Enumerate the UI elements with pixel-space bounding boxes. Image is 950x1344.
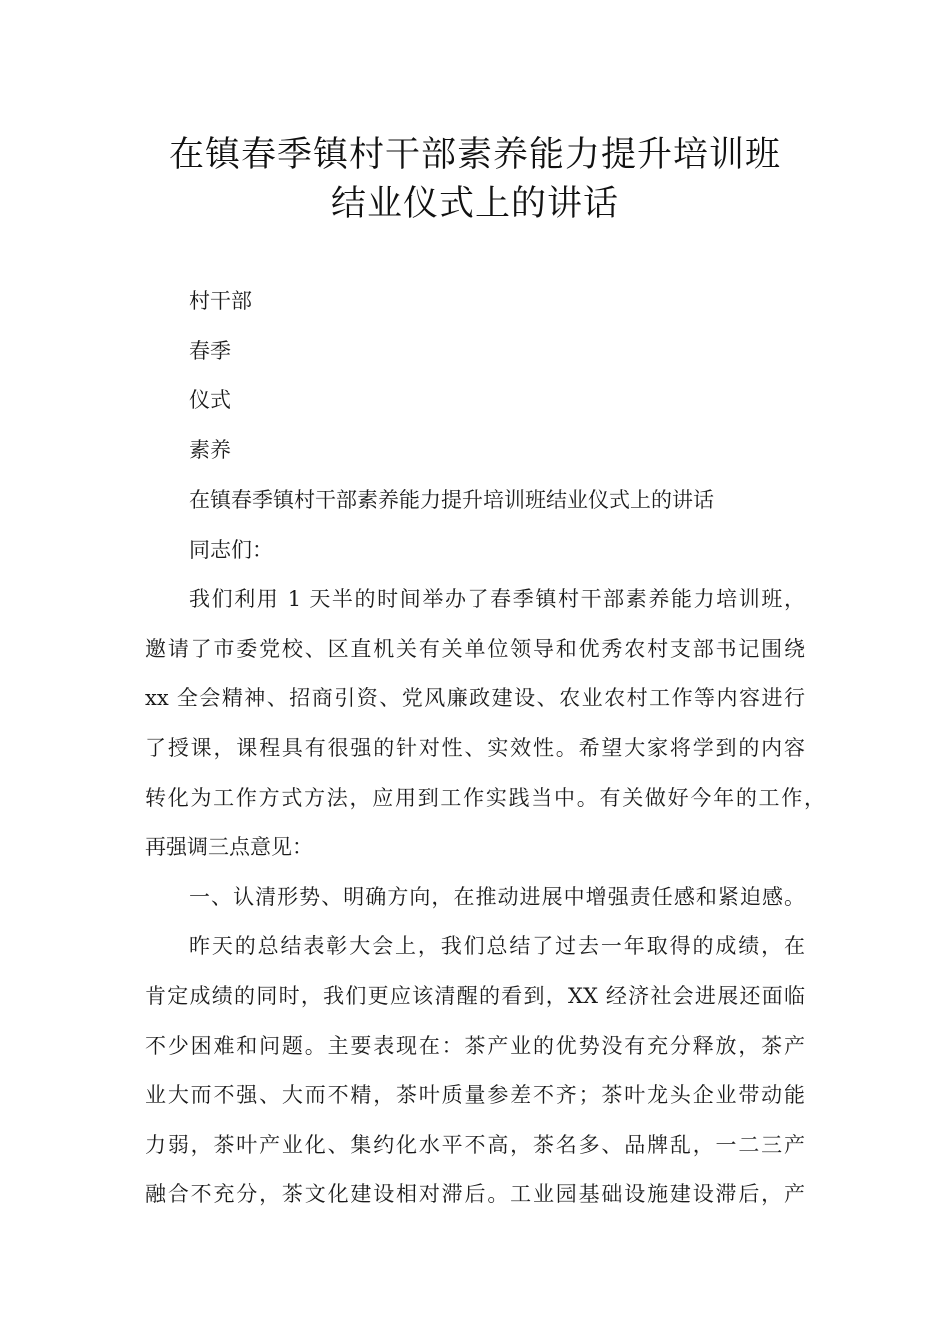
paragraph-line: xx 全会精神、招商引资、党风廉政建设、农业农村工作等内容进行 [145, 686, 805, 710]
paragraph-line: 肯定成绩的同时，我们更应该清醒的看到，XX 经济社会进展还面临 [145, 984, 805, 1008]
keyword-line: 素养 [189, 438, 231, 462]
paragraph-line: 不少困难和问题。主要表现在：茶产业的优势没有充分释放，茶产 [145, 1034, 805, 1058]
section-heading: 一、认清形势、明确方向，在推动进展中增强责任感和紧迫感。 [189, 885, 805, 909]
document-subtitle: 在镇春季镇村干部素养能力提升培训班结业仪式上的讲话 [189, 488, 714, 512]
paragraph-line: 邀请了市委党校、区直机关有关单位领导和优秀农村支部书记围绕 [145, 637, 805, 661]
paragraph-line: 力弱，茶叶产业化、集约化水平不高，茶名多、品牌乱，一二三产 [145, 1133, 805, 1157]
paragraph-line: 再强调三点意见： [145, 835, 313, 859]
paragraph-line: 业大而不强、大而不精，茶叶质量参差不齐；茶叶龙头企业带动能 [145, 1083, 805, 1107]
keyword-line: 仪式 [189, 388, 231, 412]
paragraph-line: 我们利用 1 天半的时间举办了春季镇村干部素养能力培训班， [189, 587, 805, 611]
document-title-line-2: 结业仪式上的讲话 [330, 184, 619, 224]
document-title-line-1: 在镇春季镇村干部素养能力提升培训班 [168, 135, 781, 175]
keyword-line: 春季 [189, 339, 231, 363]
paragraph-line: 了授课，课程具有很强的针对性、实效性。希望大家将学到的内容 [145, 736, 805, 760]
keyword-line: 村干部 [189, 289, 252, 313]
paragraph-line: 转化为工作方式方法，应用到工作实践当中。有关做好今年的工作， [145, 786, 825, 810]
salutation: 同志们： [189, 538, 273, 562]
paragraph-line: 融合不充分，茶文化建设相对滞后。工业园基础设施建设滞后，产 [145, 1182, 805, 1206]
paragraph-line: 昨天的总结表彰大会上，我们总结了过去一年取得的成绩，在 [189, 934, 805, 958]
